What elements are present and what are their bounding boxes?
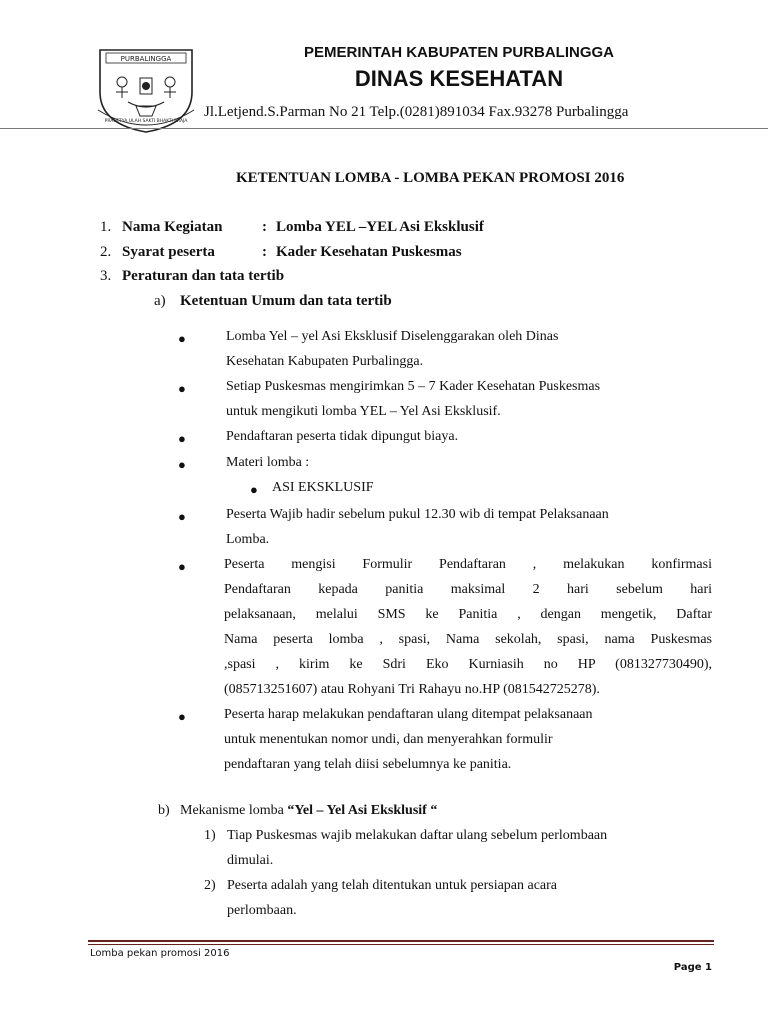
item-value: Kader Kesehatan Puskesmas [276, 244, 462, 260]
regency-emblem-logo [92, 40, 200, 136]
section-a-title: Ketentuan Umum dan tata tertib [180, 293, 392, 309]
office-name: DINAS KESEHATAN [354, 66, 564, 91]
item-separator: : [262, 244, 267, 260]
bullet-line: Lomba Yel – yel Asi Eksklusif Diselenggarakan oleh Dinas [226, 329, 559, 344]
bullet-icon: ● [178, 559, 186, 574]
step-line: Tiap Puskesmas wajib melakukan daftar ulang sebelum perlombaan [227, 828, 608, 843]
bullet-icon: ● [178, 709, 186, 724]
bullet-line: Pendaftaran kepada panitia maksimal 2 hari sebelum hari [224, 582, 712, 597]
step-line: dimulai. [227, 853, 274, 868]
item-label: Peraturan dan tata tertib [122, 268, 285, 284]
item-value: Lomba YEL –YEL Asi Eksklusif [276, 219, 484, 235]
bullet-line: untuk mengikuti lomba YEL – Yel Asi Eksklusif. [226, 404, 501, 419]
bullet-line: (085713251607) atau Rohyani Tri Rahayu no.HP (081542725278). [224, 682, 600, 697]
bullet-line: Pendaftaran peserta tidak dipungut biaya. [226, 429, 459, 444]
bullet-line: Peserta Wajib hadir sebelum pukul 12.30 wib di tempat Pelaksanaan [226, 507, 609, 522]
step-line: Peserta adalah yang telah ditentukan untuk persiapan acara [227, 878, 558, 893]
item-separator: : [262, 219, 267, 235]
section-a-marker: a) [154, 293, 166, 309]
bullet-icon: ● [178, 431, 186, 446]
bullet-icon: ● [178, 509, 186, 524]
step-line: perlombaan. [227, 903, 297, 918]
bullet-line: Setiap Puskesmas mengirimkan 5 – 7 Kader Kesehatan Puskesmas [226, 379, 601, 394]
item-number: 1. [100, 219, 112, 235]
step-number: 1) [204, 828, 216, 843]
section-b-marker: b) [158, 803, 170, 818]
section-b-title-bold: “Yel – Yel Asi Eksklusif “ [287, 803, 438, 818]
bullet-line: untuk menentukan nomor undi, dan menyerahkan formulir [224, 732, 553, 747]
logo-motto-text: PRASETYA ULAH SAKTI BHAKTI PRAJA [104, 119, 188, 124]
bullet-line: Materi lomba : [226, 455, 310, 470]
page-number: Page 1 [673, 962, 712, 973]
footer-left-text: Lomba pekan promosi 2016 [90, 948, 230, 959]
office-address: Jl.Letjend.S.Parman No 21 Telp.(0281)891034 Fax.93278 Purbalingga [204, 104, 629, 120]
bullet-line: Peserta harap melakukan pendaftaran ulang ditempat pelaksanaan [224, 707, 593, 722]
bullet-line: pelaksanaan, melalui SMS ke Panitia , dengan mengetik, Daftar [224, 607, 712, 622]
header-divider [0, 128, 768, 129]
bullet-line: Kesehatan Kabupaten Purbalingga. [226, 354, 424, 369]
sub-bullet-icon: ● [250, 482, 258, 497]
government-name: PEMERINTAH KABUPATEN PURBALINGGA [304, 44, 614, 61]
item-label: Nama Kegiatan [122, 219, 223, 235]
sub-bullet-line: ASI EKSKLUSIF [272, 480, 374, 495]
bullet-line: Nama peserta lomba , spasi, Nama sekolah, spasi, nama Puskesmas [224, 632, 712, 647]
document-title: KETENTUAN LOMBA - LOMBA PEKAN PROMOSI 2016 [236, 170, 625, 186]
logo-banner-text: PURBALINGGA [120, 55, 172, 63]
step-number: 2) [204, 878, 216, 893]
item-number: 2. [100, 244, 112, 260]
footer-divider [88, 940, 714, 942]
bullet-line: ,spasi , kirim ke Sdri Eko Kurniasih no HP (081327730490), [224, 657, 712, 672]
item-label: Syarat peserta [122, 244, 215, 260]
item-number: 3. [100, 268, 112, 284]
bullet-icon: ● [178, 457, 186, 472]
bullet-icon: ● [178, 381, 186, 396]
section-b-title-plain: Mekanisme lomba [180, 803, 288, 818]
bullet-icon: ● [178, 331, 186, 346]
bullet-line: Peserta mengisi Formulir Pendaftaran , melakukan konfirmasi [224, 557, 712, 572]
bullet-line: Lomba. [226, 532, 270, 547]
bullet-line: pendaftaran yang telah diisi sebelumnya ke panitia. [224, 757, 512, 772]
section-b-title [180, 803, 437, 819]
footer-divider-thin [88, 944, 714, 945]
